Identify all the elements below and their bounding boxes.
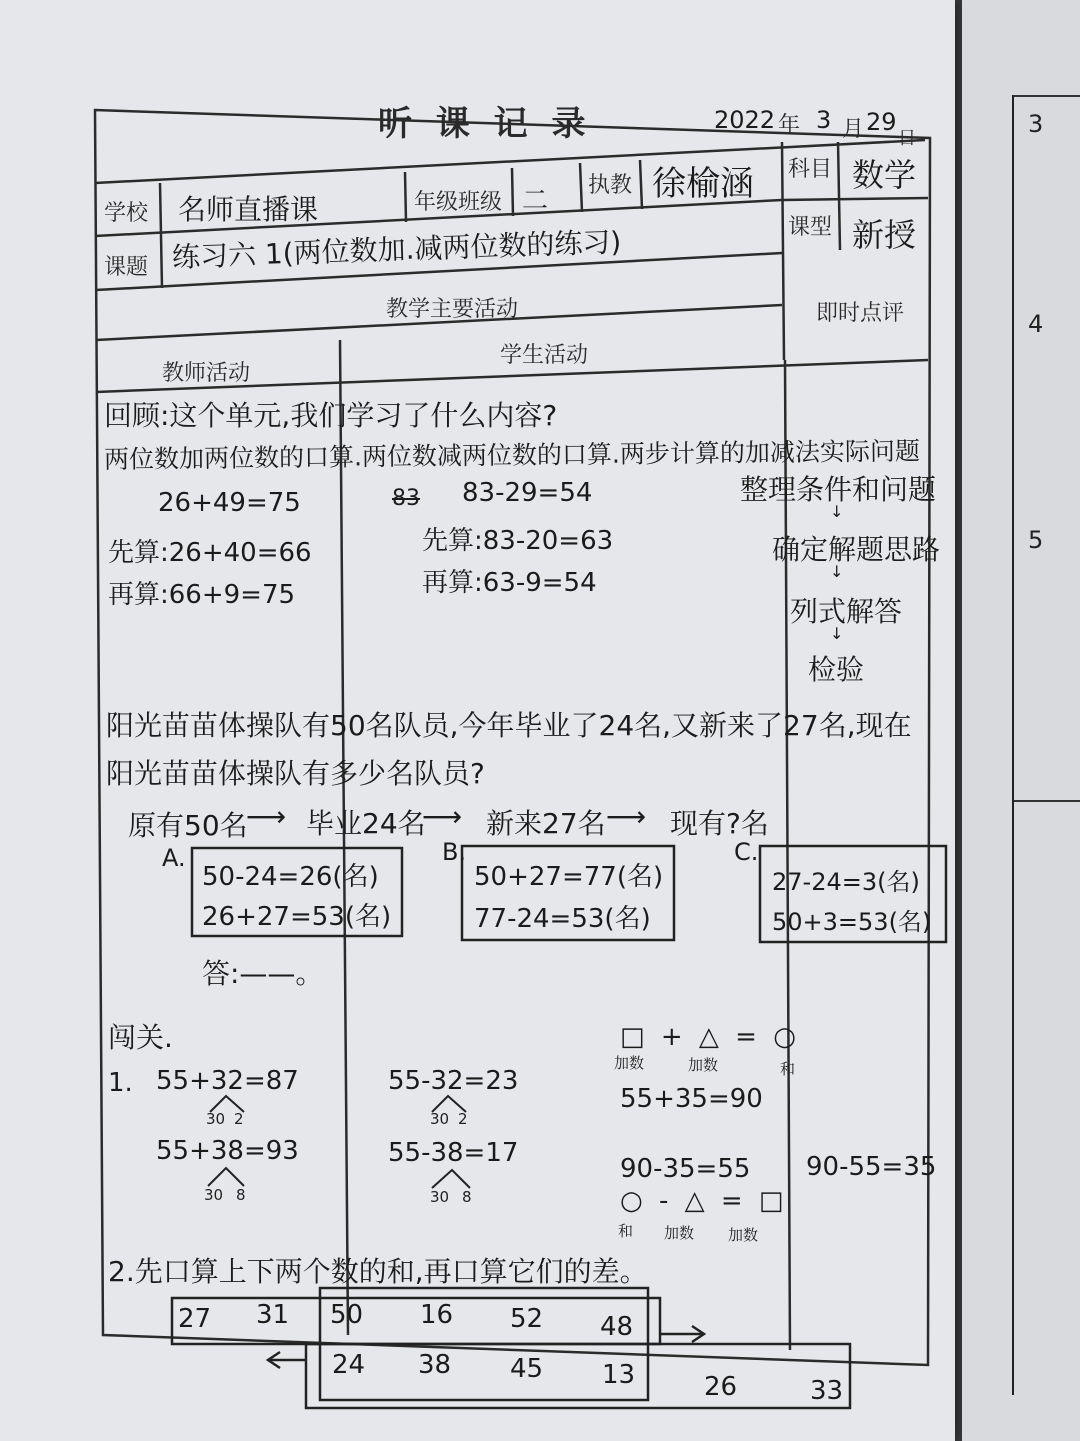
q1-split-4-a: 30 (430, 1188, 450, 1206)
date-day-unit: 日 (898, 128, 916, 149)
next-page-row-line (1014, 95, 1080, 97)
option-b-line-2: 77-24=53(名) (474, 904, 651, 934)
flow-step-3: 列式解答 (790, 595, 903, 628)
chain-arrow-1: ⟶ (246, 800, 287, 833)
topic-value: 练习六 1(两位数加.减两位数的练习) (171, 225, 622, 274)
header-comment: 即时点评 (816, 301, 905, 326)
q1-split-2-a: 30 (430, 1110, 450, 1128)
row2-num-3: 45 (510, 1354, 544, 1384)
add-example-step1: 先算:26+40=66 (108, 538, 312, 568)
problem-line-1: 阳光苗苗体操队有50名队员,今年毕业了24名,又新来了27名,现在 (106, 709, 912, 742)
next-page-number-1: 3 (1028, 110, 1044, 138)
chain-arrow-2: ⟶ (422, 800, 463, 833)
row1-num-2: 31 (256, 1300, 290, 1330)
page-title: 听 课 记 录 (378, 104, 592, 144)
q1-split-2-b: 2 (458, 1110, 468, 1128)
row2-num-2: 38 (418, 1350, 452, 1380)
q1-eq-3: 55+38=93 (156, 1136, 299, 1166)
next-page-number-3: 5 (1028, 526, 1044, 554)
flow-step-2: 确定解题思路 (772, 533, 941, 566)
relation-formula-1: □ + △ = ○ (620, 1022, 800, 1052)
q1-eq-2: 55-32=23 (388, 1066, 519, 1096)
q1-split-3-a: 30 (204, 1186, 224, 1204)
school-label: 学校 (104, 201, 149, 226)
option-b-label: B. (442, 838, 467, 866)
review-question: 回顾:这个单元,我们学习了什么内容? (104, 399, 558, 432)
grade-label: 年级班级 (414, 190, 503, 215)
option-a-line-1: 50-24=26(名) (202, 862, 379, 892)
row2-num-4: 13 (602, 1360, 636, 1390)
q1-eq-4: 55-38=17 (388, 1138, 519, 1168)
relation-eq-2: 90-35=55 (620, 1154, 751, 1184)
teacher-value: 徐榆涵 (652, 164, 754, 204)
row1-num-3: 50 (330, 1300, 364, 1330)
chain-arrow-3: ⟶ (606, 800, 647, 833)
relation-eq-1: 55+35=90 (620, 1084, 763, 1114)
review-answer: 两位数加两位数的口算.两位数减两位数的口算.两步计算的加减法实际问题 (103, 436, 921, 474)
header-teacher-activity: 教师活动 (162, 361, 251, 386)
flow-step-4: 检验 (808, 653, 865, 686)
subject-value: 数学 (852, 156, 917, 194)
relation-label-2-a: 和 (618, 1222, 634, 1240)
date-year-unit: 年 (778, 113, 801, 138)
row2-num-5: 26 (704, 1372, 738, 1402)
date-month: 3 (816, 106, 832, 134)
school-value: 名师直播课 (178, 193, 319, 226)
relation-label-1-b: 加数 (688, 1056, 719, 1074)
grade-value: 二 (522, 186, 549, 216)
header-student-activity: 学生活动 (500, 343, 589, 368)
q1-number: 1. (108, 1068, 133, 1098)
q1-split-1-a: 30 (206, 1110, 226, 1128)
q1-split-4-b: 8 (462, 1188, 472, 1206)
next-page-rule (1012, 95, 1014, 1395)
next-page-row-line (1014, 800, 1080, 802)
problem-line-2: 阳光苗苗体操队有多少名队员? (106, 757, 485, 790)
subject-label: 科目 (788, 157, 833, 182)
answer-line: 答:——。 (202, 957, 324, 990)
flow-arrow-3: ↓ (830, 624, 844, 643)
option-a-line-2: 26+27=53(名) (202, 902, 392, 932)
header-main-activity: 教学主要活动 (386, 297, 519, 322)
row1-num-4: 16 (420, 1300, 454, 1330)
q1-eq-1: 55+32=87 (156, 1066, 299, 1096)
next-page-number-2: 4 (1028, 310, 1044, 338)
q1-split-3-b: 8 (236, 1186, 246, 1204)
flow-arrow-2: ↓ (830, 562, 844, 581)
option-c-line-2: 50+3=53(名) (772, 908, 932, 936)
option-c-label: C. (734, 838, 759, 866)
relation-eq-3: 90-55=35 (806, 1152, 937, 1182)
type-label: 课型 (788, 215, 833, 240)
chain-item-2: 毕业24名 (306, 807, 426, 840)
teacher-label: 执教 (588, 173, 633, 198)
chain-item-4: 现有?名 (670, 807, 769, 840)
type-value: 新授 (852, 216, 917, 254)
option-a-label: A. (162, 844, 186, 872)
row1-num-5: 52 (510, 1304, 544, 1334)
row1-num-1: 27 (178, 1304, 212, 1334)
option-c-line-1: 27-24=3(名) (772, 868, 920, 896)
add-example-step2: 再算:66+9=75 (108, 580, 296, 610)
sub-example-step2: 再算:63-9=54 (422, 568, 597, 598)
date-day: 29 (866, 108, 897, 136)
row2-num-1: 24 (332, 1350, 366, 1380)
chain-item-1: 原有50名 (128, 809, 248, 842)
q2-instruction: 2.先口算上下两个数的和,再口算它们的差。 (108, 1255, 648, 1288)
sub-example-scratch: 83 (392, 486, 420, 511)
date-month-unit: 月 (842, 117, 865, 142)
relation-label-1-c: 和 (780, 1060, 796, 1078)
flow-arrow-1: ↓ (830, 502, 844, 521)
topic-label: 课题 (104, 255, 149, 280)
sub-example-step1: 先算:83-20=63 (422, 526, 614, 556)
q1-split-1-b: 2 (234, 1110, 244, 1128)
relation-label-1-a: 加数 (614, 1054, 645, 1072)
date-year: 2022 (714, 106, 776, 134)
add-example-eq: 26+49=75 (158, 488, 301, 518)
next-page-edge (962, 0, 1080, 1441)
relation-label-2-b: 加数 (664, 1224, 695, 1242)
chain-item-3: 新来27名 (486, 807, 606, 840)
relation-formula-2: ○ - △ = □ (620, 1186, 788, 1216)
relation-label-2-c: 加数 (728, 1226, 759, 1244)
flow-step-1: 整理条件和问题 (740, 473, 937, 506)
row1-num-6: 48 (600, 1312, 634, 1342)
challenge-title: 闯关. (108, 1021, 173, 1054)
row2-num-6: 33 (810, 1376, 844, 1406)
sub-example-eq: 83-29=54 (462, 478, 593, 508)
option-b-line-1: 50+27=77(名) (474, 862, 664, 892)
